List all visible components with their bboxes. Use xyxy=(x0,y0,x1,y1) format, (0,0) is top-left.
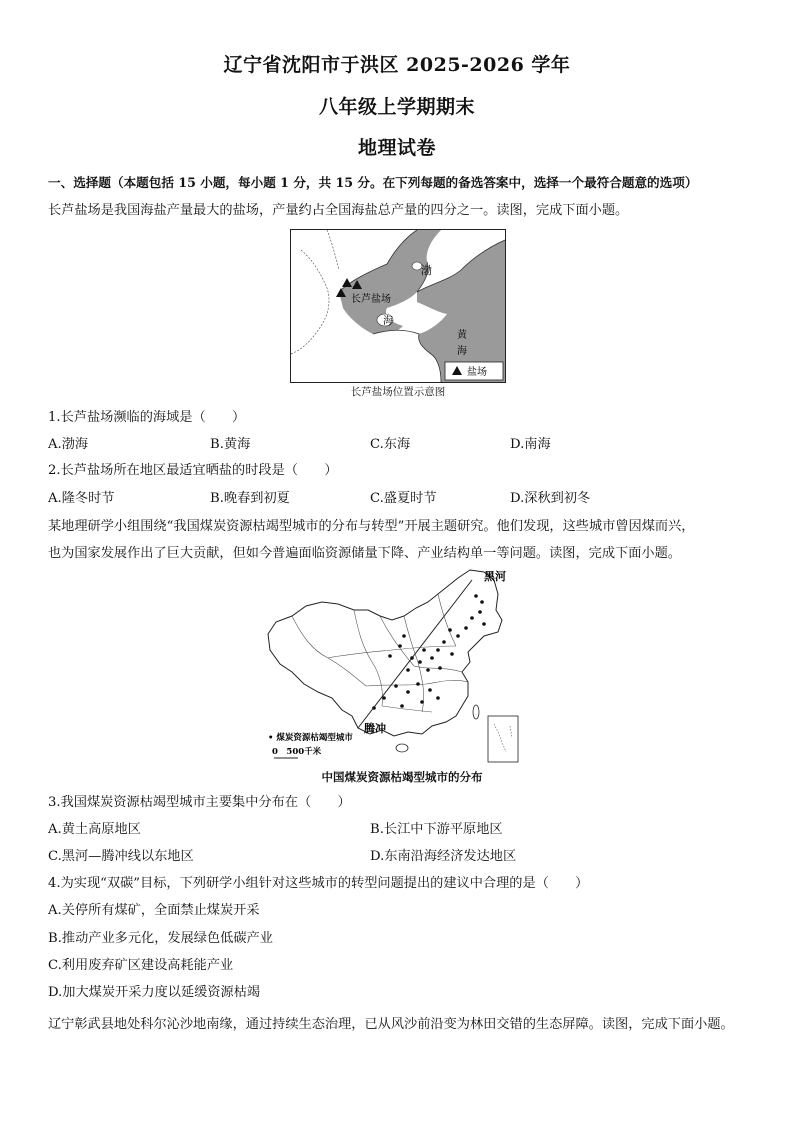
q4-option-d[interactable]: D.加大煤炭开采力度以延缓资源枯竭 xyxy=(48,985,261,1000)
map2-legend: • 煤炭资源枯竭型城市 xyxy=(268,733,353,743)
q3-stem: 3.我国煤炭资源枯竭型城市主要集中分布在（ ） xyxy=(48,795,351,810)
q1-option-c[interactable]: C.东海 xyxy=(370,437,411,452)
china-outline xyxy=(268,570,502,736)
exam-title-line1: 辽宁省沈阳市于洪区 2025-2026 学年 xyxy=(223,54,571,76)
changlu-map-svg xyxy=(291,230,505,382)
q2-stem: 2.长芦盐场所在地区最适宜晒盐的时段是（ ） xyxy=(48,463,338,478)
q2-option-a[interactable]: A.隆冬时节 xyxy=(48,491,115,506)
q2-option-c[interactable]: C.盛夏时节 xyxy=(370,491,437,506)
exam-title-line2: 八年级上学期期末 xyxy=(318,96,475,118)
china-coal-map xyxy=(262,566,524,766)
q3-option-b[interactable]: B.长江中下游平原地区 xyxy=(370,822,503,837)
q3-option-d[interactable]: D.东南沿海经济发达地区 xyxy=(370,849,517,864)
q3-option-a[interactable]: A.黄土高原地区 xyxy=(48,822,141,837)
q4-option-c[interactable]: C.利用废弃矿区建设高耗能产业 xyxy=(48,958,234,973)
intro-paragraph-1: 长芦盐场是我国海盐产量最大的盐场，产量约占全国海盐总产量的四分之一。读图，完成下面小题。 xyxy=(48,203,629,218)
q4-option-b[interactable]: B.推动产业多元化，发展绿色低碳产业 xyxy=(48,931,273,946)
intro-paragraph-3: 辽宁彰武县地处科尔沁沙地南缘，通过持续生态治理，已从风沙前沿变为林田交错的生态屏障。读图，完成下面小题。 xyxy=(48,1017,734,1032)
exam-title-line3: 地理试卷 xyxy=(357,137,436,159)
q2-option-b[interactable]: B.晚春到初夏 xyxy=(210,491,290,506)
q4-stem: 4.为实现“双碳”目标，下列研学小组针对这些城市的转型问题提出的建议中合理的是（ ） xyxy=(48,876,589,891)
map2-scale: 0 500千米 xyxy=(272,747,322,757)
q1-stem: 1.长芦盐场濒临的海域是（ ） xyxy=(48,410,246,425)
south-china-sea-inset xyxy=(488,716,518,762)
sea-label: 海 xyxy=(383,316,393,327)
bohai-label: 渤 xyxy=(421,264,432,277)
tengchong-label: 腾冲 xyxy=(364,722,386,735)
huang-label: 黄 xyxy=(457,330,467,341)
q1-option-d[interactable]: D.南海 xyxy=(510,437,551,452)
q4-option-a[interactable]: A.关停所有煤矿，全面禁止煤炭开采 xyxy=(48,903,260,918)
huanghai-label: 海 xyxy=(457,346,467,357)
heihe-label: 黑河 xyxy=(484,570,506,583)
changlu-map xyxy=(290,229,506,383)
legend-salt-label: 盐场 xyxy=(467,367,487,378)
intro-paragraph-2-line1: 某地理研学小组围绕“我国煤炭资源枯竭型城市的分布与转型”开展主题研究。他们发现，这些城市曾因煤而兴， xyxy=(48,519,695,534)
q3-option-c[interactable]: C.黑河—腾冲线以东地区 xyxy=(48,849,194,864)
q1-option-a[interactable]: A.渤海 xyxy=(48,437,89,452)
q1-option-b[interactable]: B.黄海 xyxy=(210,437,251,452)
section-heading: 一、选择题（本题包括 15 小题，每小题 1 分，共 15 分。在下列每题的备选答案中，选择一个最符合题意的选项） xyxy=(48,175,698,190)
map2-caption: 中国煤炭资源枯竭型城市的分布 xyxy=(321,770,483,784)
q2-option-d[interactable]: D.深秋到初冬 xyxy=(510,491,591,506)
map1-caption: 长芦盐场位置示意图 xyxy=(350,386,446,398)
china-coal-map-svg xyxy=(262,566,524,766)
changlu-label: 长芦盐场 xyxy=(351,294,391,305)
intro-paragraph-2-line2: 也为国家发展作出了巨大贡献，但如今普遍面临资源储量下降、产业结构单一等问题。读图，完成下面小题。 xyxy=(48,546,681,561)
